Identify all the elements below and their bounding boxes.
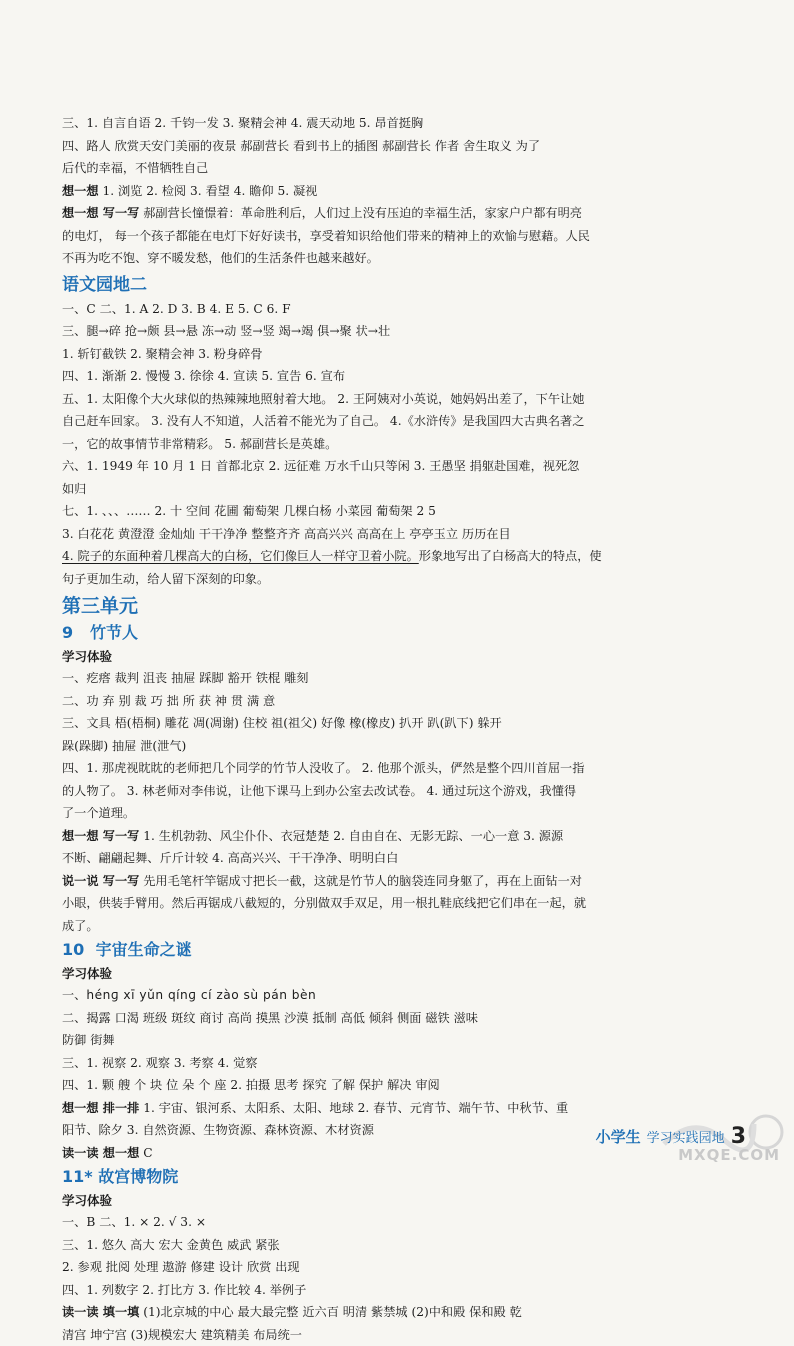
text-line: 的电灯， 每一个孩子都能在电灯下好好读书，享受着知识给他们带来的精神上的欢愉与慰藉。人民 bbox=[62, 225, 734, 248]
text-line: 自己赶车回家。 3. 没有人不知道，人活着不能光为了自己。 4.《水浒传》是我国四大古典名著之 bbox=[62, 410, 734, 433]
text-span: 先用毛笔杆竿锯成寸把长一截，这就是竹节人的脑袋连同身躯了，再在上面钻一对 bbox=[143, 874, 582, 888]
text-line bbox=[62, 1097, 734, 1120]
section-heading: 语文园地二 bbox=[62, 272, 734, 298]
subheading: 学习体验 bbox=[62, 646, 734, 667]
text-line: 了一个道理。 bbox=[62, 802, 734, 825]
exercise-label: 想一想 写一写 bbox=[62, 206, 139, 220]
brand-name: 小学生 bbox=[596, 1126, 641, 1147]
text-line: 不断、翩翩起舞、斤斤计较 4. 高高兴兴、干干净净、明明白白 bbox=[62, 847, 734, 870]
lesson-heading bbox=[62, 1164, 734, 1190]
text-line: 小眼，供装手臂用。然后再锯成八截短的，分别做双手双足，用一根扎鞋底线把它们串在一起，就 bbox=[62, 892, 734, 915]
text-line: 三、腿→碎 抢→颇 县→悬 冻→动 竖→竖 竭→竭 俱→聚 状→壮 bbox=[62, 320, 734, 343]
text-line: 2. 参观 批阅 处理 遨游 修建 设计 欣赏 出现 bbox=[62, 1256, 734, 1279]
text-line: 一、C 二、1. A 2. D 3. B 4. E 5. C 6. F bbox=[62, 298, 734, 321]
exercise-label: 说一说 写一写 bbox=[62, 874, 139, 888]
text-line: 二、揭露 口渴 班级 斑纹 商讨 高尚 摸黑 沙漠 抵制 高低 倾斜 侧面 磁铁 滋味 bbox=[62, 1007, 734, 1030]
text-line: 3. 白花花 黄澄澄 金灿灿 干干净净 整整齐齐 高高兴兴 高高在上 亭亭玉立 历历在目 bbox=[62, 523, 734, 546]
text-line: 三、1. 自言自语 2. 千钧一发 3. 聚精会神 4. 震天动地 5. 昂首挺胸 bbox=[62, 112, 734, 135]
text-line: 一、疙瘩 裁判 沮丧 抽屉 踩脚 豁开 铁棍 雕刻 bbox=[62, 667, 734, 690]
text-line: 六、1. 1949 年 10 月 1 日 首都北京 2. 远征难 万水千山只等闲 3. 王愚坚 捐躯赴国难，视死忽 bbox=[62, 455, 734, 478]
subheading: 学习体验 bbox=[62, 1190, 734, 1211]
text-line: 四、路人 欣赏天安门美丽的夜景 郝副营长 看到书上的插图 郝副营长 作者 舍生取义 为了 bbox=[62, 135, 734, 158]
pinyin-answers: hénɡ xī yǔn qínɡ cí zào sù pán bèn bbox=[86, 988, 316, 1002]
lesson-heading bbox=[62, 937, 734, 963]
exercise-label: 想一想 写一写 bbox=[62, 829, 139, 843]
underlined-sentence: 4. 院子的东面种着几棵高大的白杨，它们像巨人一样守卫着小院。 bbox=[62, 549, 419, 563]
text-span: 一、 bbox=[62, 988, 86, 1002]
text-line: 不再为吃不饱、穿不暖发愁，他们的生活条件也越来越好。 bbox=[62, 247, 734, 270]
text-span: (1)北京城的中心 最大最完整 近六百 明清 紫禁城 (2)中和殿 保和殿 乾 bbox=[143, 1305, 522, 1319]
text-line: 四、1. 列数字 2. 打比方 3. 作比较 4. 举例子 bbox=[62, 1279, 734, 1302]
text-line: 的人物了。 3. 林老师对李伟说，让他下课马上到办公室去改试卷。 4. 通过玩这个游戏，我懂得 bbox=[62, 780, 734, 803]
answer-page bbox=[62, 112, 734, 1346]
text-span: C bbox=[143, 1146, 152, 1160]
text-line: 一，它的故事情节非常精彩。 5. 郝副营长是英雄。 bbox=[62, 433, 734, 456]
lesson-number: 9 bbox=[62, 620, 90, 646]
lesson-title: 宇宙生命之谜 bbox=[96, 940, 192, 959]
text-span: 郝副营长憧憬着：革命胜利后，人们过上没有压迫的幸福生活，家家户户都有明亮 bbox=[143, 206, 582, 220]
text-line: 五、1. 太阳像个大火球似的热辣辣地照射着大地。 2. 王阿姨对小英说，她妈妈出差了，下午让她 bbox=[62, 388, 734, 411]
text-line: 后代的幸福，不惜牺牲自己 bbox=[62, 157, 734, 180]
exercise-label: 读一读 填一填 bbox=[62, 1305, 139, 1319]
lesson-title: 竹节人 bbox=[90, 623, 138, 642]
text-span: 1. 宇宙、银河系、太阳系、太阳、地球 2. 春节、元宵节、端午节、中秋节、重 bbox=[143, 1101, 568, 1115]
text-line: 如归 bbox=[62, 478, 734, 501]
text-line: 1. 斩钉截铁 2. 聚精会神 3. 粉身碎骨 bbox=[62, 343, 734, 366]
text-line: 三、1. 视察 2. 观察 3. 考察 4. 觉察 bbox=[62, 1052, 734, 1075]
text-line bbox=[62, 984, 734, 1007]
text-line bbox=[62, 1301, 734, 1324]
exercise-label: 读一读 想一想 bbox=[62, 1146, 139, 1160]
text-span: 形象地写出了白杨高大的特点，使 bbox=[419, 549, 602, 563]
page-number: 3 bbox=[731, 1124, 746, 1149]
text-line: 七、1. 、、、…… 2. 十 空间 花圃 葡萄架 几棵白杨 小菜园 葡萄架 2 5 bbox=[62, 500, 734, 523]
subheading: 学习体验 bbox=[62, 963, 734, 984]
text-line: 三、文具 梧(梧桐) 雕花 凋(凋谢) 住校 祖(祖父) 好像 橡(橡皮) 扒开 趴(趴下) 躲开 bbox=[62, 712, 734, 735]
text-span: 1. 浏览 2. 检阅 3. 看望 4. 瞻仰 5. 凝视 bbox=[102, 184, 317, 198]
text-line: 防御 街舞 bbox=[62, 1029, 734, 1052]
text-line bbox=[62, 545, 734, 568]
text-line: 四、1. 颗 艘 个 块 位 朵 个 座 2. 拍摄 思考 探究 了解 保护 解决 审阅 bbox=[62, 1074, 734, 1097]
text-line: 成了。 bbox=[62, 915, 734, 938]
text-line bbox=[62, 180, 734, 203]
text-line bbox=[62, 870, 734, 893]
text-line: 四、1. 渐渐 2. 慢慢 3. 徐徐 4. 宣读 5. 宣告 6. 宣布 bbox=[62, 365, 734, 388]
unit-heading: 第三单元 bbox=[62, 592, 734, 620]
watermark-text: MXQE.COM bbox=[678, 1146, 780, 1164]
text-line bbox=[62, 202, 734, 225]
brand-tagline: 学习实践园地 bbox=[647, 1127, 725, 1146]
text-line: 一、B 二、1. × 2. √ 3. × bbox=[62, 1211, 734, 1234]
lesson-heading bbox=[62, 620, 734, 646]
lesson-number: 11* bbox=[62, 1164, 93, 1190]
exercise-label: 想一想 bbox=[62, 184, 99, 198]
text-line: 四、1. 那虎视眈眈的老师把几个同学的竹节人没收了。 2. 他那个派头，俨然是整个四川首屈一指 bbox=[62, 757, 734, 780]
text-line: 清宫 坤宁宫 (3)规模宏大 建筑精美 布局统一 bbox=[62, 1324, 734, 1346]
lesson-number: 10 bbox=[62, 937, 90, 963]
text-line: 阳节、除夕 3. 自然资源、生物资源、森林资源、木材资源 bbox=[62, 1119, 734, 1142]
text-line: 二、功 弃 别 裁 巧 拙 所 获 神 贯 满 意 bbox=[62, 690, 734, 713]
exercise-label: 想一想 排一排 bbox=[62, 1101, 139, 1115]
text-line: 三、1. 悠久 高大 宏大 金黄色 威武 紧张 bbox=[62, 1234, 734, 1257]
lesson-title: 故宫博物院 bbox=[98, 1167, 178, 1186]
text-line: 句子更加生动，给人留下深刻的印象。 bbox=[62, 568, 734, 591]
text-line: 跺(跺脚) 抽屉 泄(泄气) bbox=[62, 735, 734, 758]
text-line bbox=[62, 825, 734, 848]
text-span: 1. 生机勃勃、风尘仆仆、衣冠楚楚 2. 自由自在、无影无踪、一心一意 3. 源源 bbox=[143, 829, 563, 843]
